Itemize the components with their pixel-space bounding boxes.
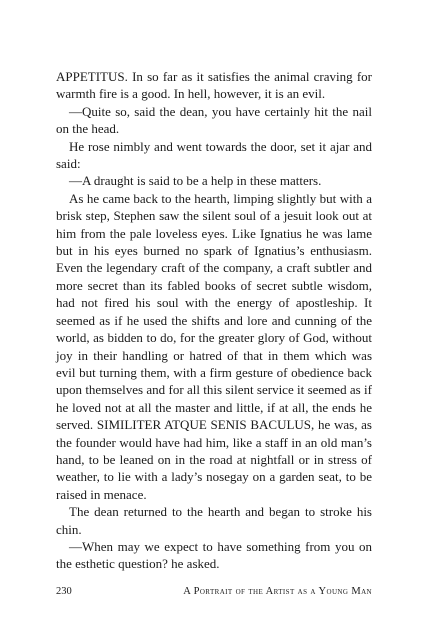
body-text (56, 68, 372, 573)
paragraph: APPETITUS. In so far as it satisfies the animal craving for warmth fire is a good. In hell, however, it is an evil. (56, 69, 372, 102)
paragraph: The dean returned to the hearth and began to stroke his chin. (56, 504, 372, 537)
paragraph: —A draught is said to be a help in these matters. (69, 173, 322, 189)
paragraph: —Quite so, said the dean, you have certainly hit the nail on the head. (56, 103, 372, 137)
paragraph: —When may we expect to have something from you on the esthetic question? he asked. (56, 538, 372, 572)
paragraph: He rose nimbly and went towards the door, set it ajar and said: (56, 138, 372, 172)
page-footer (56, 585, 372, 599)
page-number: 230 (56, 586, 72, 597)
paragraph: As he came back to the hearth, limping slightly but with a brisk step, Stephen saw the silent soul of a jesuit look out at him from the pale loveless eyes. Like Ignatius he was lame but in his eyes burned no spark of Ignatius’s enthusiasm. Even the legendary craft of the company, a craft subtler and more secret than its fabled books of secret subtle wisdom, had not fired his soul with the energy of apostleship. It seemed as if he used the shifts and lore and cunning of the world, as bidden to do, for the greater glory of God, without joy in their handling or hatred of that in them which was evil but turning them, with a firm gesture of obedience back upon themselves and for all this silent service it seemed as if he loved not at all the master and little, if at all, the ends he served. SIMILITER ATQUE SENIS BACULUS, he was, as the founder would have had him, like a staff in an old man’s hand, to be leaned on in the road at nightfall or in stress of weather, to lie with a lady’s nosegay on a garden seat, to be raised in menace. (56, 190, 372, 502)
running-head: A Portrait of the Artist as a Young Man (183, 586, 372, 597)
